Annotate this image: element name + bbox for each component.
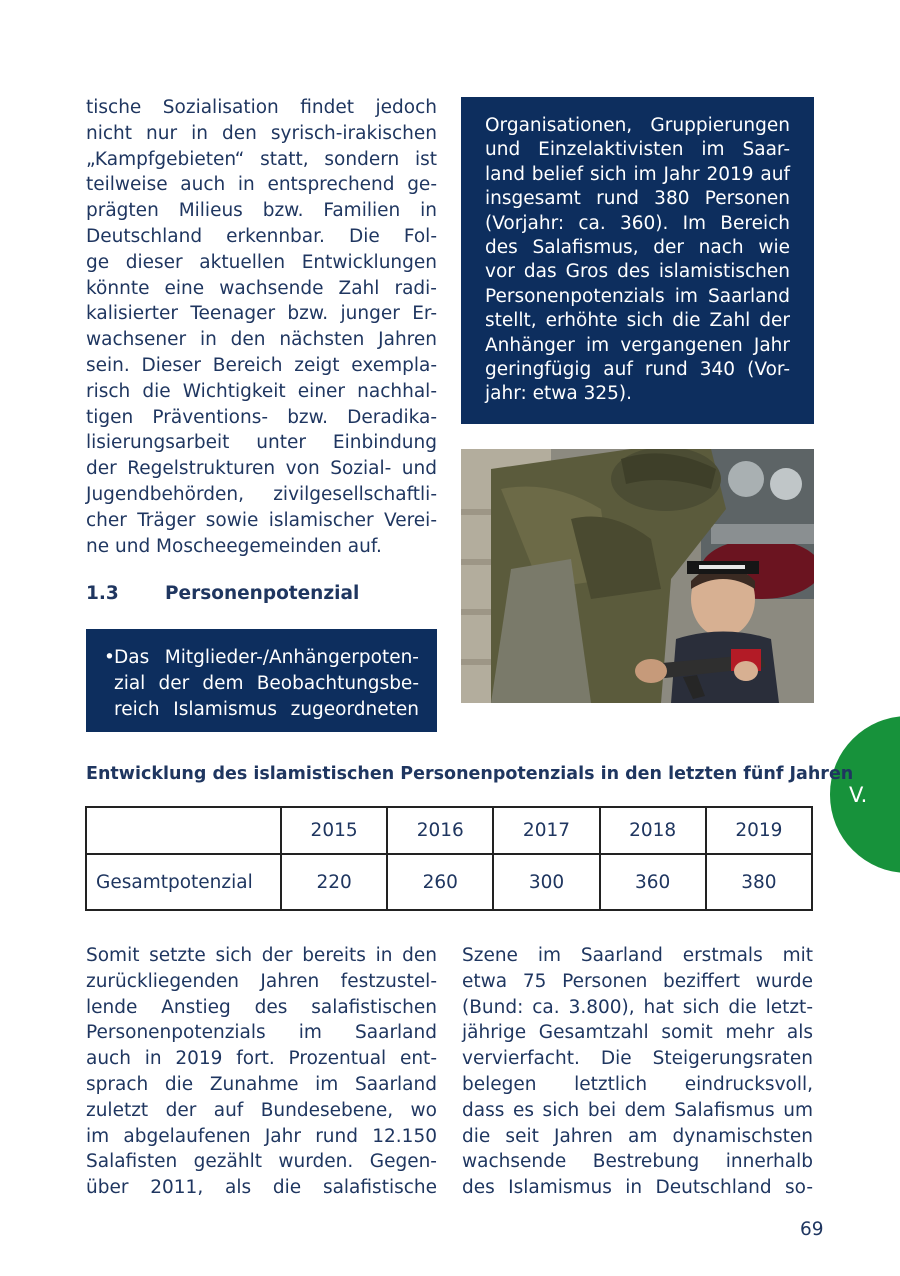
text-line: zial der dem Beobachtungsbe- bbox=[114, 673, 419, 694]
text-line: geringfügig auf rund 340 (Vor- bbox=[485, 359, 790, 381]
text-line: auch in 2019 fort. Prozentual ent- bbox=[86, 1048, 437, 1070]
text-line: dass es sich bei dem Salafismus um bbox=[462, 1099, 813, 1121]
text-line: Somit setzte sich der bereits in den bbox=[86, 945, 437, 966]
text-line: die seit Jahren am dynamischsten bbox=[462, 1125, 813, 1147]
bullet-icon: • bbox=[104, 647, 115, 668]
text-line: prägten Milieus bzw. Familien in bbox=[86, 200, 437, 222]
photo-child-with-rifle bbox=[461, 449, 814, 703]
text-line: belegen letztlich eindrucksvoll, bbox=[462, 1073, 813, 1095]
highlight-box-right-text bbox=[485, 114, 790, 407]
text-line: insgesamt rund 380 Personen bbox=[485, 188, 790, 210]
highlight-box-left bbox=[86, 629, 437, 732]
text-line: Personenpotenzials im Saarland bbox=[86, 1022, 437, 1044]
data-table bbox=[85, 806, 813, 911]
text-line: wachsende Bestrebung innerhalb bbox=[462, 1151, 813, 1173]
bullet-line bbox=[104, 645, 419, 671]
table-header-cell: 2017 bbox=[493, 807, 599, 854]
text-line: Salafisten gezählt wurden. Gegen- bbox=[86, 1151, 437, 1173]
text-line: land belief sich im Jahr 2019 auf bbox=[485, 163, 790, 185]
text-line: „Kampfgebieten“ statt, sondern ist bbox=[86, 148, 437, 170]
body-text-bottom-left bbox=[86, 943, 437, 1201]
text-line: (Vorjahr: ca. 360). Im Bereich bbox=[485, 212, 790, 234]
highlight-box-left-text bbox=[104, 645, 419, 723]
text-line: vor das Gros des islamistischen bbox=[485, 261, 790, 283]
table-cell: 380 bbox=[706, 854, 812, 910]
chapter-tab-label: V. bbox=[849, 783, 868, 807]
text-line: Szene im Saarland erstmals mit bbox=[462, 945, 813, 966]
text-line: tische Sozialisation findet jedoch bbox=[86, 97, 437, 118]
table-header-cell-empty bbox=[86, 807, 281, 854]
table-row bbox=[86, 854, 812, 910]
text-line: Organisationen, Gruppierungen bbox=[485, 115, 790, 136]
table-header-cell: 2018 bbox=[600, 807, 706, 854]
table-cell: 220 bbox=[281, 854, 387, 910]
text-line: jahr: etwa 325). bbox=[485, 383, 632, 405]
text-line: (Bund: ca. 3.800), hat sich die letzt- bbox=[462, 996, 813, 1018]
table-row-label: Gesamtpotenzial bbox=[86, 854, 281, 910]
text-line: könnte eine wachsende Zahl radi- bbox=[86, 277, 437, 299]
section-heading bbox=[86, 583, 359, 604]
text-line: zurückliegenden Jahren festzustel- bbox=[86, 970, 437, 992]
section-number: 1.3 bbox=[86, 583, 119, 604]
table-cell: 300 bbox=[493, 854, 599, 910]
text-line: stellt, erhöhte sich die Zahl der bbox=[485, 310, 790, 332]
text-line: ne und Moscheegemeinden auf. bbox=[86, 535, 382, 557]
text-line: Deutschland erkennbar. Die Fol- bbox=[86, 225, 437, 247]
text-line: risch die Wichtigkeit einer nachhal- bbox=[86, 380, 437, 402]
page-number: 69 bbox=[800, 1219, 824, 1240]
text-line: und Einzelaktivisten im Saar- bbox=[485, 139, 790, 161]
text-line: vervierfacht. Die Steigerungsraten bbox=[462, 1048, 813, 1070]
text-line: sein. Dieser Bereich zeigt exempla- bbox=[86, 354, 437, 376]
table-header-cell: 2016 bbox=[387, 807, 493, 854]
text-line: Personenpotenzials im Saarland bbox=[485, 285, 790, 307]
text-line: zuletzt der auf Bundesebene, wo bbox=[86, 1099, 437, 1121]
bullet-icon bbox=[104, 697, 114, 723]
text-line: kalisierter Teenager bzw. junger Er- bbox=[86, 303, 437, 325]
table-header-cell: 2019 bbox=[706, 807, 812, 854]
text-line: teilweise auch in entsprechend ge- bbox=[86, 174, 437, 196]
text-line: jährige Gesamtzahl somit mehr als bbox=[462, 1022, 813, 1044]
text-line: des Islamismus in Deutschland so- bbox=[462, 1177, 813, 1199]
text-line: etwa 75 Personen beziffert wurde bbox=[462, 970, 813, 992]
text-line: nicht nur in den syrisch-irakischen bbox=[86, 122, 437, 144]
text-line: Jugendbehörden, zivilgesellschaftli- bbox=[86, 483, 437, 505]
body-text-bottom-right bbox=[462, 943, 813, 1201]
bullet-line bbox=[104, 697, 419, 723]
text-line: im abgelaufenen Jahr rund 12.150 bbox=[86, 1125, 437, 1147]
text-line: wachsener in den nächsten Jahren bbox=[86, 329, 437, 351]
table-header-row bbox=[86, 807, 812, 854]
table-cell: 260 bbox=[387, 854, 493, 910]
text-line: sprach die Zunahme im Saarland bbox=[86, 1073, 437, 1095]
text-line: Das Mitglieder-/Anhängerpoten- bbox=[114, 647, 419, 668]
bullet-line bbox=[104, 671, 419, 697]
text-line: tigen Präventions- bzw. Deradika- bbox=[86, 406, 437, 428]
text-line: reich Islamismus zugeordneten bbox=[114, 699, 419, 720]
bullet-icon bbox=[104, 671, 114, 697]
body-text-left-top bbox=[86, 95, 437, 559]
text-line: über 2011, als die salafistische bbox=[86, 1177, 437, 1199]
table-cell: 360 bbox=[600, 854, 706, 910]
text-line: der Regelstrukturen von Sozial- und bbox=[86, 458, 437, 480]
text-line: lisierungsarbeit unter Einbindung bbox=[86, 432, 437, 454]
text-line: cher Träger sowie islamischer Verei- bbox=[86, 509, 437, 531]
table-title: Entwicklung des islamistischen Personenpotenzials in den letzten fünf Jahren bbox=[86, 764, 854, 784]
highlight-box-right bbox=[461, 97, 814, 424]
text-line: Anhänger im vergangenen Jahr bbox=[485, 334, 790, 356]
table-header-cell: 2015 bbox=[281, 807, 387, 854]
text-line: ge dieser aktuellen Entwicklungen bbox=[86, 251, 437, 273]
text-line: lende Anstieg des salafistischen bbox=[86, 996, 437, 1018]
text-line: des Salafismus, der nach wie bbox=[485, 237, 790, 259]
section-title: Personenpotenzial bbox=[165, 583, 360, 604]
